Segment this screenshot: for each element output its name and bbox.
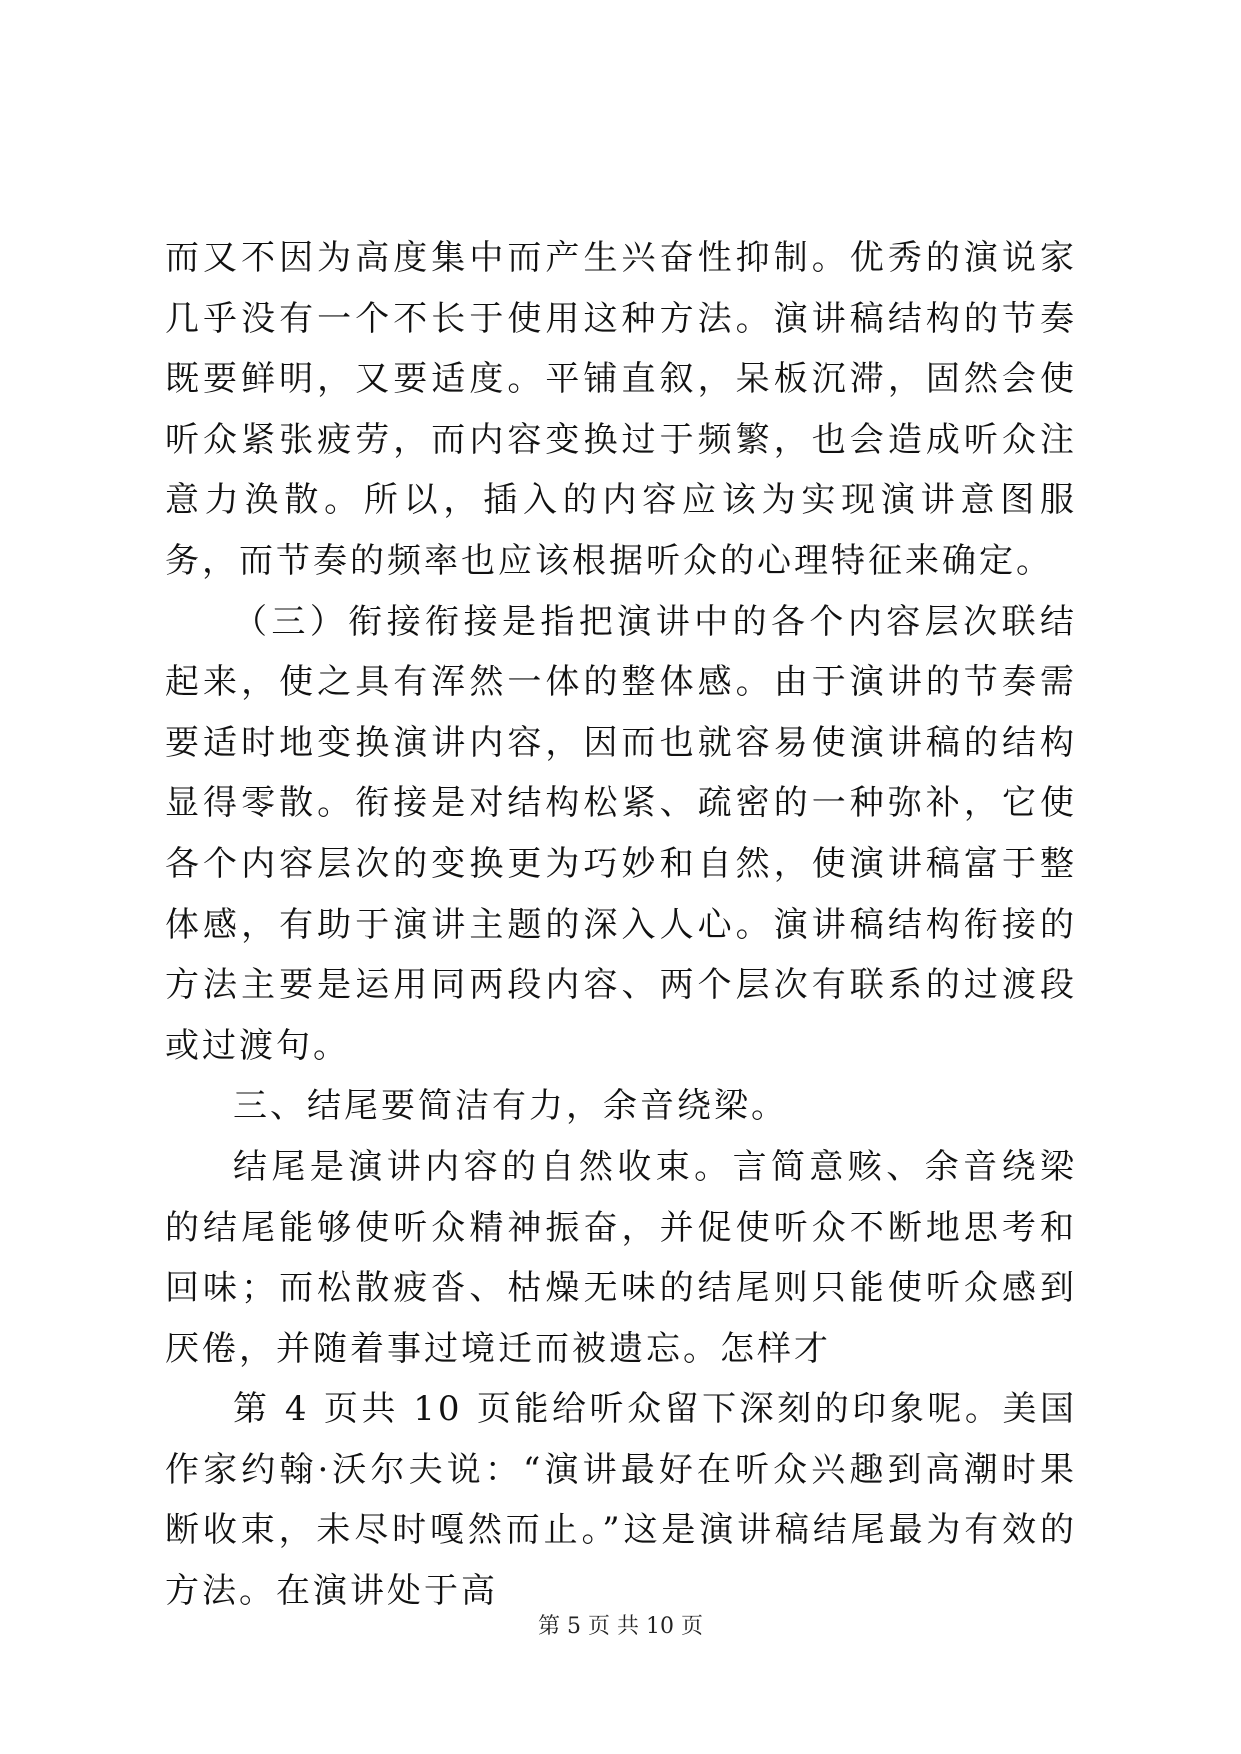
page-footer: 第 5 页 共 10 页 [538,1614,703,1639]
paragraph-1: 而又不因为高度集中而产生兴奋性抑制。优秀的演说家几乎没有一个不长于使用这种方法。演讲稿结构的节奏既要鲜明，又要适度。平铺直叙，呆板沉滞，固然会使听众紧张疲劳，而内容变换过于频繁，也会造成听众注意力涣散。所以，插入的内容应该为实现演讲意图服务，而节奏的频率也应该根据听众的心理特征来确定。 [165,238,1077,581]
paragraph-4: 第 4 页共 10 页能给听众留下深刻的印象呢。美国作家约翰·沃尔夫说：“演讲最好在听众兴趣到高潮时果断收束，未尽时嘎然而止。”这是演讲稿结尾最为有效的方法。在演讲处于高 [165,1389,1077,1612]
section-heading: 三、结尾要简洁有力，余音绕梁。 [233,1086,788,1127]
paragraph-3: 结尾是演讲内容的自然收束。言简意赅、余音绕梁的结尾能够使听众精神振奋，并促使听众不断地思考和回味；而松散疲沓、枯燥无味的结尾则只能使听众感到厌倦，并随着事过境迁而被遗忘。怎样才 [165,1146,1077,1369]
paragraph-2: （三）衔接衔接是指把演讲中的各个内容层次联结起来，使之具有浑然一体的整体感。由于演讲的节奏需要适时地变换演讲内容，因而也就容易使演讲稿的结构显得零散。衔接是对结构松紧、疏密的一种弥补，它使各个内容层次的变换更为巧妙和自然，使演讲稿富于整体感，有助于演讲主题的深入人心。演讲稿结构衔接的方法主要是运用同两段内容、两个层次有联系的过渡段或过渡句。 [165,601,1077,1066]
body-text [165,228,1077,1622]
